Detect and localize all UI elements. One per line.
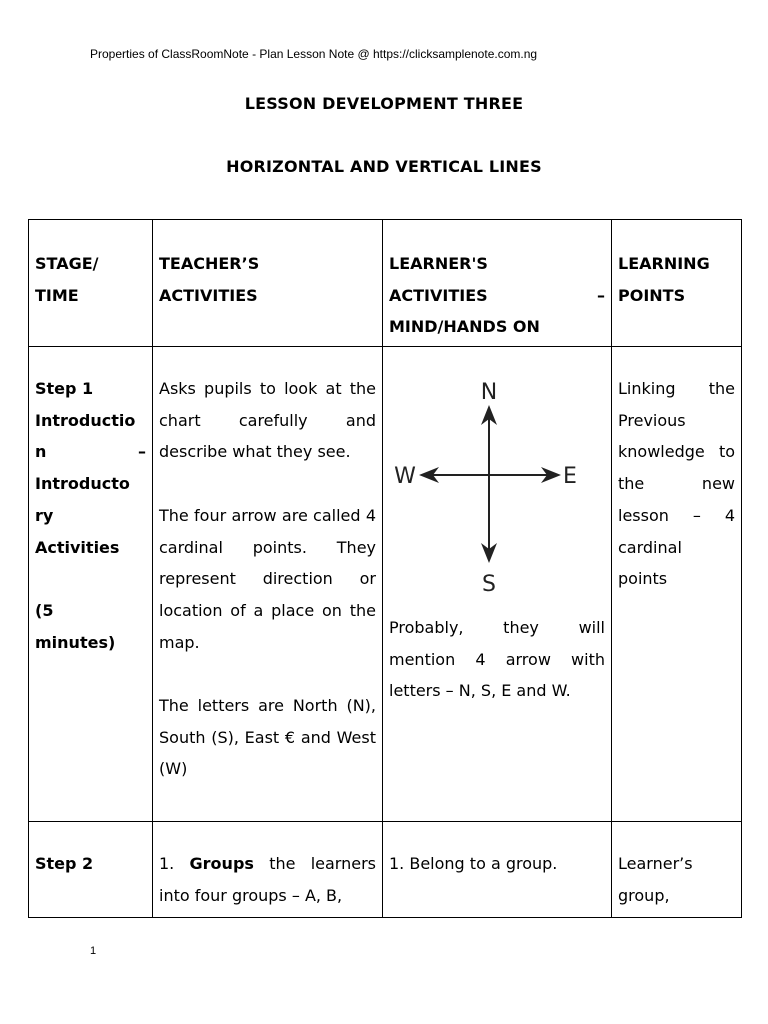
header-learner-line2-left: ACTIVITIES — [389, 285, 488, 305]
step1-stage-line: Step 1 — [35, 379, 94, 398]
step1-teacher-paragraph-1: Asks pupils to look at the chart carefully and describe what they see. — [159, 379, 376, 462]
step1-stage-line: Activities — [35, 537, 120, 557]
header-learner-line3: MIND/HANDS ON — [389, 317, 540, 337]
step2-learner-cell — [383, 822, 612, 918]
header-stage-line1: STAGE/ — [35, 254, 99, 273]
compass-north-label: N — [480, 380, 498, 405]
lesson-plan-table — [28, 219, 742, 918]
spacer — [159, 658, 376, 690]
step1-stage-line-left: n — [35, 442, 47, 462]
step1-learner-text: Probably, they will mention 4 arrow with letters – N, S, E and W. — [389, 618, 605, 701]
header-teacher-line1: TEACHER’S — [159, 254, 260, 273]
step1-stage-line: minutes) — [35, 632, 116, 652]
header-points-line2: POINTS — [618, 285, 686, 305]
step2-points-cell — [612, 822, 742, 918]
compass-rose-icon — [393, 379, 593, 599]
header-teacher-line2: ACTIVITIES — [159, 285, 258, 305]
step1-points-cell — [612, 347, 742, 822]
header-learner-line2-right: – — [597, 285, 605, 305]
step1-learner-cell — [383, 347, 612, 822]
step1-teacher-paragraph-2: The four arrow are called 4 cardinal points. They represent direction or location of a place on the map. — [159, 505, 376, 652]
header-points-line1: LEARNING — [618, 254, 710, 273]
step2-teacher-keyword: Groups — [189, 854, 254, 873]
step2-teacher-number: 1. — [159, 854, 175, 873]
step2-points-text: Learner’s group, — [618, 854, 693, 905]
step1-stage-line: ry — [35, 505, 54, 525]
step1-teacher-cell — [153, 347, 383, 822]
page-number: 1 — [90, 945, 97, 957]
table-row-step1 — [29, 347, 742, 822]
step1-stage-cell — [29, 347, 153, 822]
topic-title: HORIZONTAL AND VERTICAL LINES — [226, 157, 542, 176]
step1-points-text: Linking the Previous knowledge to the new lesson – 4 cardinal points — [618, 379, 735, 589]
step2-teacher-rest: the learners into four groups – A, B, — [159, 854, 376, 905]
header-stage-line2: TIME — [35, 285, 79, 305]
header-stage-time — [29, 220, 153, 347]
step1-teacher-paragraph-3: The letters are North (N), South (S), East € and West (W) — [159, 696, 376, 779]
step1-stage-line: (5 — [35, 600, 54, 620]
table-row-step2 — [29, 822, 742, 918]
header-teacher-activities — [153, 220, 383, 347]
step2-teacher-text — [159, 848, 376, 911]
spacer — [159, 468, 376, 500]
step2-stage-cell — [29, 822, 153, 918]
compass-east-label: E — [563, 464, 577, 489]
spacer — [35, 563, 146, 595]
header-learning-points — [612, 220, 742, 347]
step1-stage-line-right: – — [138, 442, 146, 462]
compass-west-label: W — [394, 464, 416, 489]
header-learner-line2 — [389, 280, 605, 312]
compass-diagram — [389, 367, 605, 612]
header-learner-activities — [383, 220, 612, 347]
step1-stage-line — [35, 436, 146, 468]
step1-stage-line: Introducto — [35, 474, 130, 494]
header-learner-line1: LEARNER'S — [389, 254, 488, 273]
step2-learner-text: 1. Belong to a group. — [389, 854, 558, 873]
document-header-note: Properties of ClassRoomNote - Plan Lesson Note @ https://clicksamplenote.com.ng — [90, 47, 538, 61]
step2-teacher-cell — [153, 822, 383, 918]
step1-stage-line: Introductio — [35, 410, 136, 430]
lesson-title: LESSON DEVELOPMENT THREE — [244, 94, 524, 113]
compass-south-label: S — [482, 572, 496, 597]
table-header-row — [29, 220, 742, 347]
step2-stage-text: Step 2 — [35, 854, 94, 873]
